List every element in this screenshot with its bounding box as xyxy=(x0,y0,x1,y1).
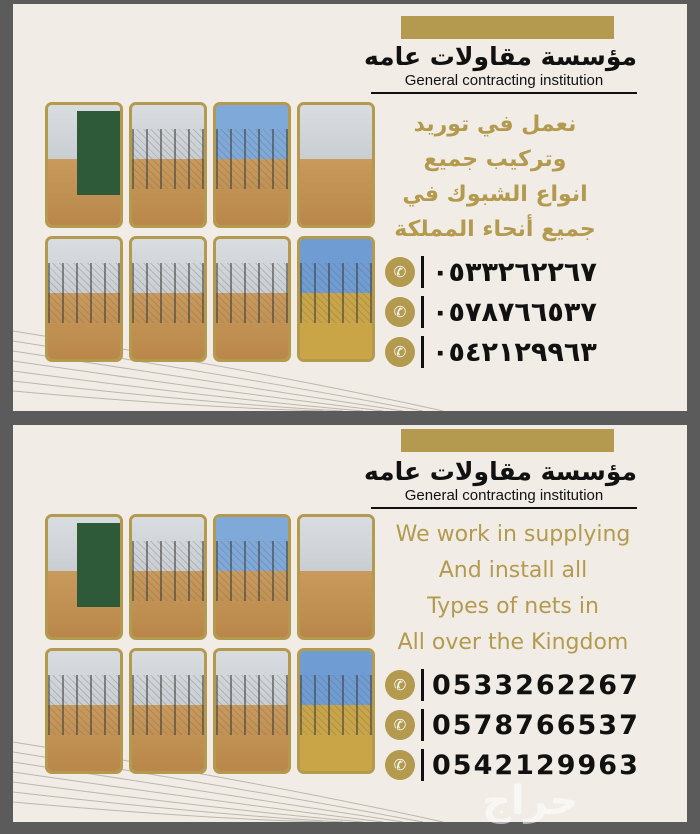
services-line: All over the Kingdom xyxy=(397,630,629,655)
phone-number[interactable]: ٠٥٤٢١٢٩٩٦٣ xyxy=(432,336,597,368)
watermark-logo: حراج xyxy=(482,778,579,824)
divider xyxy=(421,256,424,288)
fence-photo xyxy=(297,102,375,228)
phone-number[interactable]: 0542129963 xyxy=(432,749,640,781)
phone-icon: ✆ xyxy=(385,670,415,700)
phone-row xyxy=(385,665,645,705)
fence-photo xyxy=(129,648,207,774)
phone-number[interactable]: 0578766537 xyxy=(432,709,640,741)
phone-icon: ✆ xyxy=(385,750,415,780)
title-underline xyxy=(371,507,637,509)
title-underline xyxy=(371,92,637,94)
fence-photo xyxy=(129,102,207,228)
header-gold-bar xyxy=(401,16,614,39)
divider xyxy=(421,336,424,368)
fence-photo xyxy=(45,648,123,774)
phone-row xyxy=(385,292,645,332)
phone-row xyxy=(385,705,645,745)
company-name-english: General contracting institution xyxy=(404,72,604,89)
fence-photo xyxy=(213,102,291,228)
fence-photo xyxy=(297,236,375,362)
phone-row xyxy=(385,332,645,372)
fence-photo xyxy=(297,648,375,774)
company-name-english: General contracting institution xyxy=(404,487,604,504)
fence-photo xyxy=(297,514,375,640)
divider xyxy=(421,669,424,701)
phone-row xyxy=(385,252,645,292)
phone-list xyxy=(385,665,645,785)
photo-grid xyxy=(45,514,375,779)
services-line: We work in supplying xyxy=(395,522,631,547)
header-gold-bar xyxy=(401,429,614,452)
services-text-arabic xyxy=(365,107,625,247)
fence-photo xyxy=(45,102,123,228)
phone-icon: ✆ xyxy=(385,257,415,287)
divider xyxy=(421,296,424,328)
services-line: نعمل في توريد xyxy=(413,112,577,137)
services-line: And install all xyxy=(438,558,588,583)
phone-icon: ✆ xyxy=(385,337,415,367)
business-card-english xyxy=(13,425,687,822)
divider xyxy=(421,709,424,741)
phone-number[interactable]: ٠٥٧٨٧٦٦٥٣٧ xyxy=(432,296,597,328)
fence-photo xyxy=(213,648,291,774)
services-line: انواع الشبوك في xyxy=(402,182,588,207)
phone-icon: ✆ xyxy=(385,297,415,327)
services-line: Types of nets in xyxy=(427,594,599,619)
phone-icon: ✆ xyxy=(385,710,415,740)
services-line: جميع أنحاء المملكة xyxy=(394,217,596,242)
fence-photo xyxy=(129,514,207,640)
services-line: وتركيب جميع xyxy=(423,147,567,172)
services-text-english xyxy=(373,517,653,661)
fence-photo xyxy=(213,514,291,640)
divider xyxy=(421,749,424,781)
company-name-arabic: مؤسسة مقاولات عامه xyxy=(364,457,637,486)
fence-photo xyxy=(45,236,123,362)
fence-photo xyxy=(129,236,207,362)
photo-grid xyxy=(45,102,375,367)
business-card-arabic xyxy=(13,4,687,411)
phone-number[interactable]: 0533262267 xyxy=(432,669,640,701)
fence-photo xyxy=(213,236,291,362)
phone-number[interactable]: ٠٥٣٣٢٦٢٢٦٧ xyxy=(432,256,597,288)
company-name-arabic: مؤسسة مقاولات عامه xyxy=(364,42,637,71)
fence-photo xyxy=(45,514,123,640)
phone-list xyxy=(385,252,645,372)
